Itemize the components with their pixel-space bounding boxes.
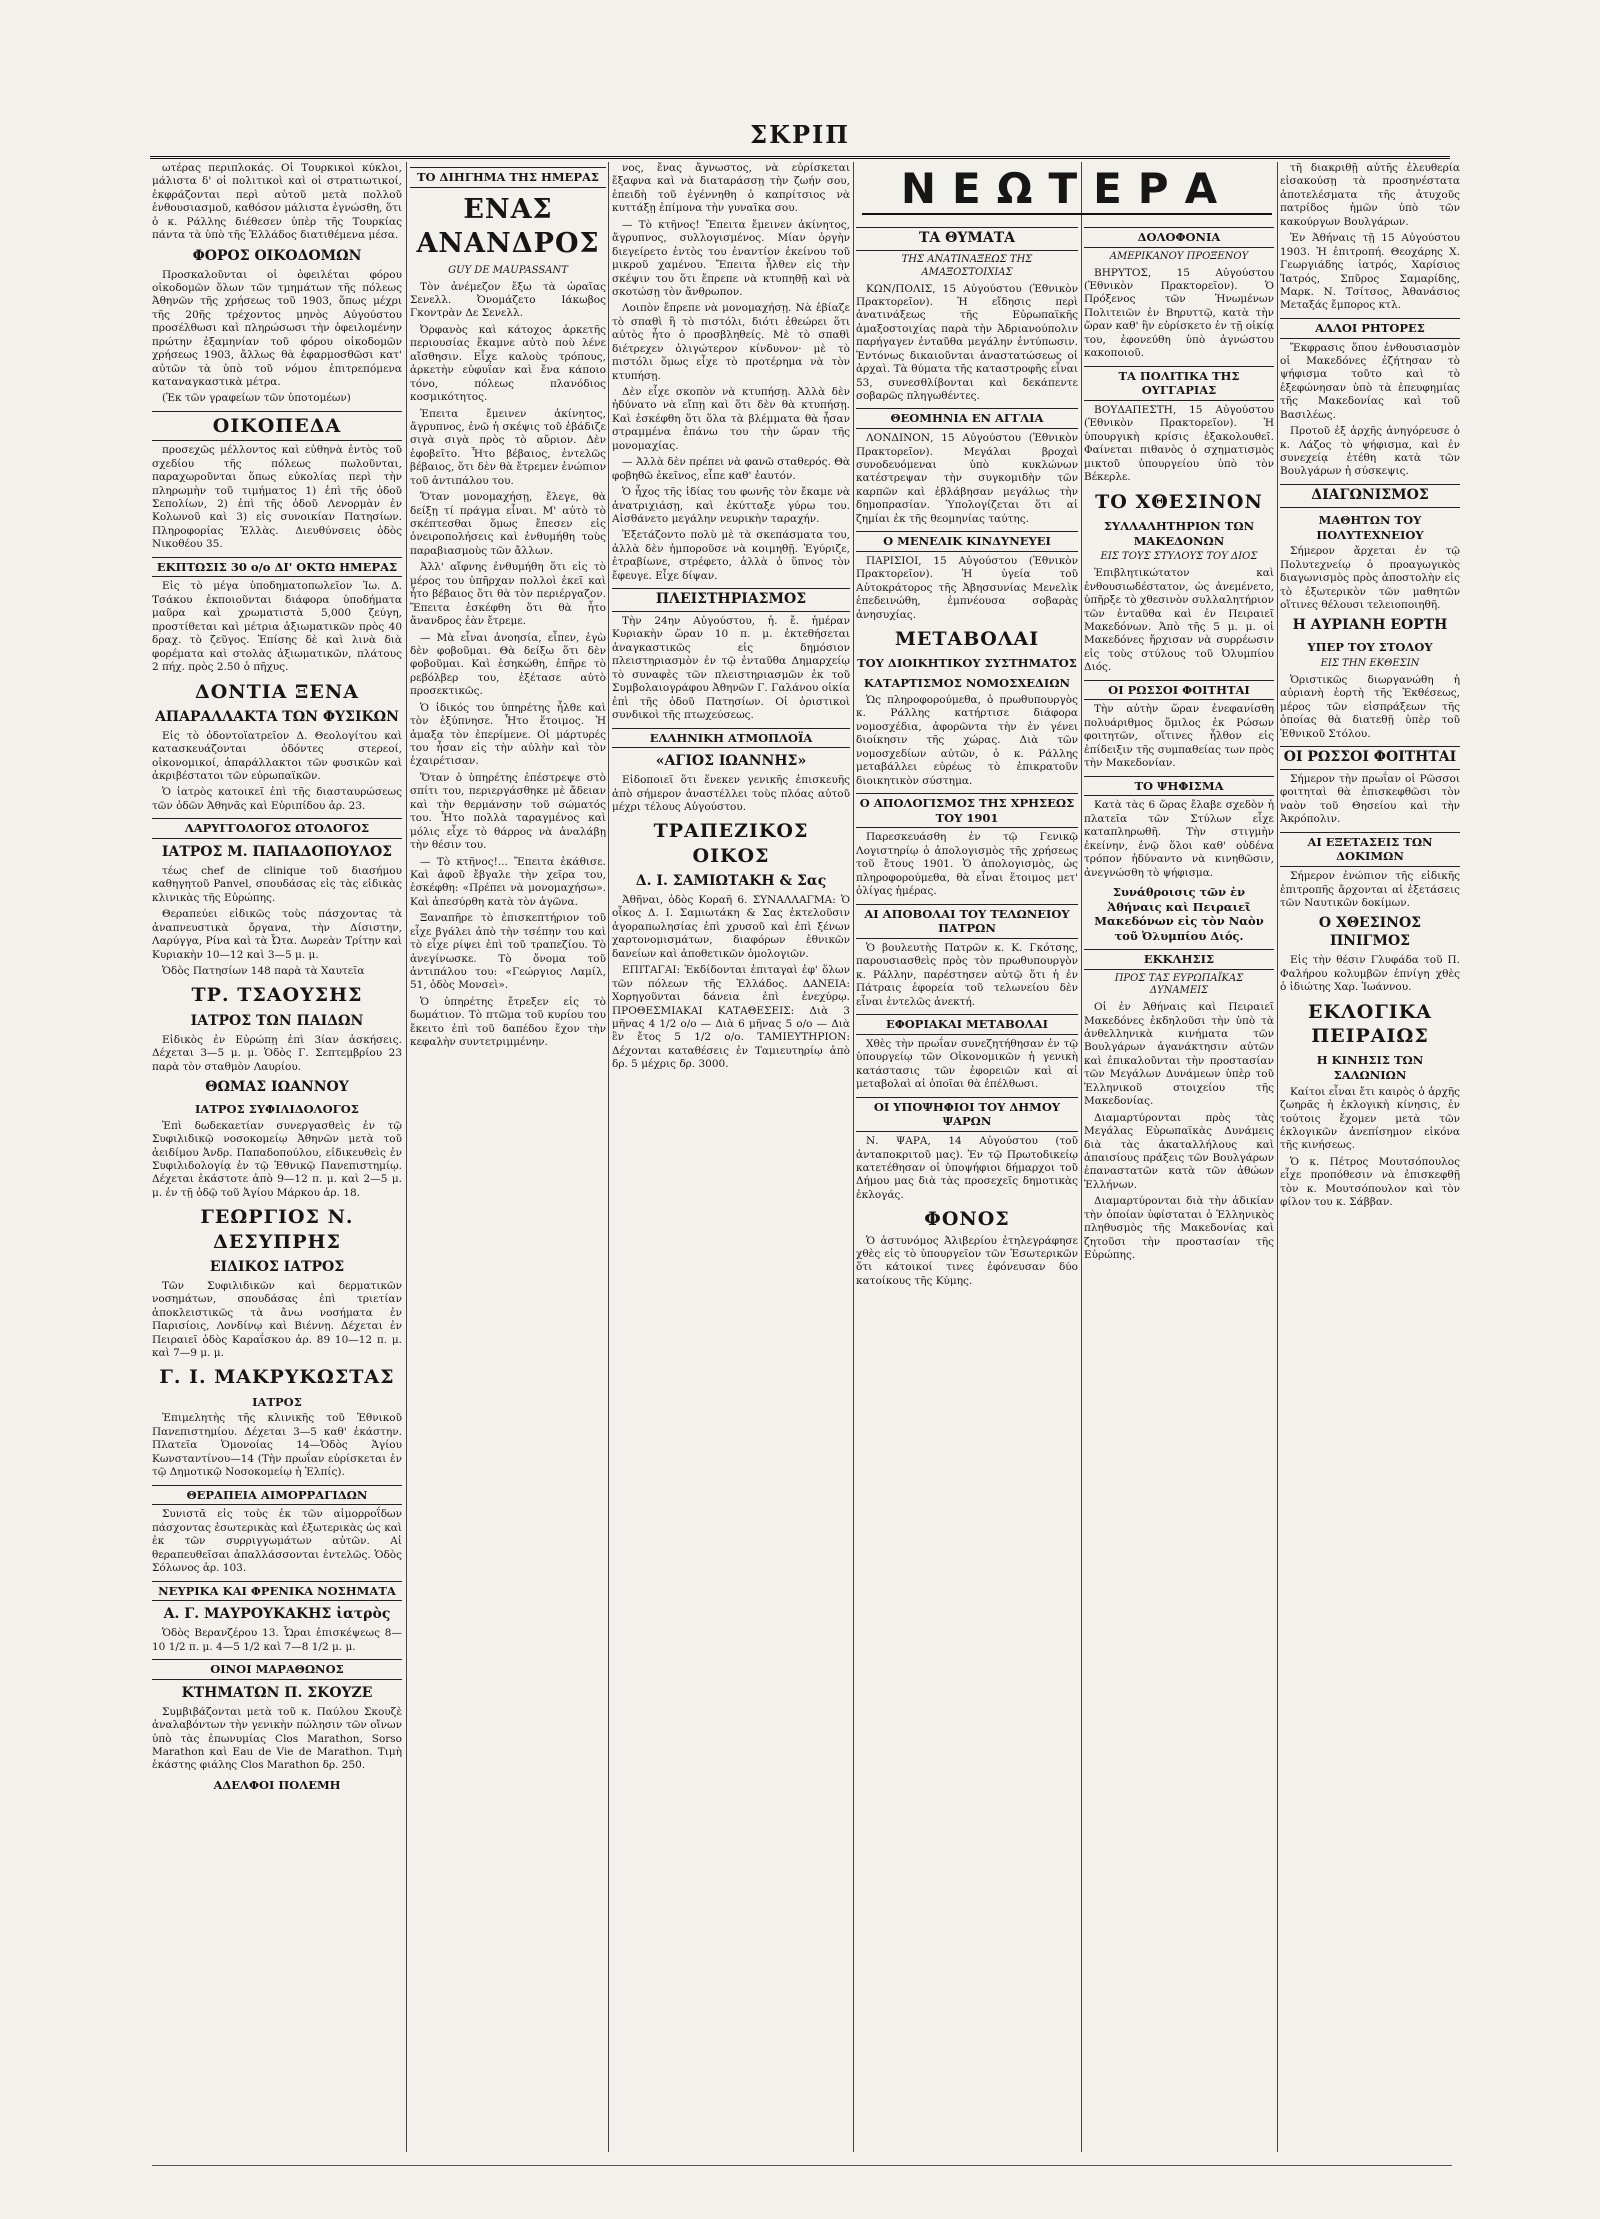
subheadline: GUY DE MAUPASSANT	[448, 264, 568, 276]
article-paragraph: Ἔκφρασις ὅπου ἐνθουσιασμὸν οἱ Μακεδόνες ἐζήτησαν τὸ ψήφισμα τοῦτο καὶ τὸ ἐξεφώνησαν ὑπὸ τὰ ἐπευφημίας τῆς Μακεδονίας καὶ τοῦ Βασιλέως.	[1280, 341, 1460, 421]
article-paragraph: ΛΟΝΔΙΝΟΝ, 15 Αὐγούστου (Ἐθνικὸν Πρακτορεῖον). Μεγάλαι βροχαὶ συνοδευόμεναι ὑπὸ κυκλώνων κατέστρεψαν τὴν συγκομιδὴν τῶν καρπῶν καὶ ἐβλάβησαν μεγάλως τὴν δημοπρασίαν. Ὑπολογίζεται ὅτι αἱ ζημίαι ἐκ τῆς θεομηνίας ταύτης.	[856, 432, 1078, 525]
headline: ΛΑΡΥΓΓΟΛΟΓΟΣ ΩΤΟΛΟΓΟΣ	[152, 818, 402, 839]
section-title-neotera: ΝΕΩΤΕΡΑ	[862, 164, 1272, 215]
headline: ΝΕΥΡΙΚΑ ΚΑΙ ΦΡΕΝΙΚΑ ΝΟΣΗΜΑΤΑ	[152, 1581, 402, 1602]
headline: Α. Γ. ΜΑΥΡΟΥΚΑΚΗΣ ἰατρὸς	[163, 1606, 391, 1623]
article-paragraph: Τὴν 24ην Αὐγούστου, ἡ. ἔ. ἡμέραν Κυριακὴν ὥραν 10 π. μ. ἐκτεθήσεται ἀναγκαστικῶς εἰς δημόσιον πλειστηριασμὸν ἐν τῷ ἐνταῦθα Δημαρχείῳ τὸ συναφὲς τῶν πλειστηριασμῶν ἐκ τοῦ Συμβολαιογράφου Ἀθηνῶν Γ. Γαλάνου οἰκία ἐπὶ τῆς ὁδοῦ Πατησίων. Οἱ ὁριστικοὶ συνδικοὶ τῆς πτωχεύσεως.	[612, 615, 850, 722]
article-paragraph: Ξαναπῆρε τὸ ἐπισκεπτήριον τοῦ εἶχε βγάλει ἀπὸ τὴν τσέπην του καὶ τὸ εἶχε ρίψει ἐπὶ τοῦ τραπεζίου. Τὸ ἀνεγίνωσκε. Τὸ ὄνομα τοῦ ἀντιπάλου του: «Γεώργιος Λαμίλ, 51, ὁδὸς Μονσεὶ».	[410, 912, 606, 992]
article-paragraph: Ὁ ἀστυνόμος Ἀλιβερίου ἐτηλεγράφησε χθὲς εἰς τὸ ὑπουργεῖον τῶν Ἐσωτερικῶν ὅτι κάτοικοί τινες ἐφόνευσαν δύο κατοίκους τῆς Κύμης.	[856, 1234, 1078, 1287]
article-paragraph: Συνιστᾶ εἰς τοὺς ἐκ τῶν αἱμορροΐδων πάσχοντας ἐσωτερικὰς καὶ ἐξωτερικὰς ὡς καὶ ἐκ τῶν συρριγγωμάτων αὐτῶν. Αἱ θεραπευθεῖσαι ἀπαλλάσσονται ἐντελῶς. Ὁδὸς Σόλωνος ἀρ. 103.	[152, 1508, 402, 1575]
article-paragraph: — Τὸ κτῆνος!... Ἔπειτα ἐκάθισε. Καὶ ἀφοῦ ἔβγαλε τὴν χεῖρα του, ἐσκέφθη: «Πρέπει νὰ μονομαχήσω». Καὶ ἀπεσύρθη κατὰ τὸν ἀγῶνα.	[410, 855, 606, 908]
article-paragraph: τέως chef de clinique τοῦ διασήμου καθηγητοῦ Panvel, σπουδάσας εἰς τὰς εἰδικὰς κλινικὰς τῆς Εὐρώπης.	[152, 864, 402, 904]
article-paragraph: Διαμαρτύρονται διὰ τὴν ἀδικίαν τὴν ὁποίαν ὑφίσταται ὁ Ἑλληνικὸς πληθυσμὸς τῆς Μακεδονίας καὶ ζητοῦσι τὴν προστασίαν τῆς Εὐρώπης.	[1084, 1195, 1274, 1261]
article-paragraph: Θεραπεύει εἰδικῶς τοὺς πάσχοντας τὰ ἀναπνευστικὰ ὄργανα, τὴν Δίσιστην, Λαρύγγα, Ρίνα καὶ τὰ Ὦτα. Δωρεὰν Τρίτην καὶ Κυριακὴν 10—12 καὶ 3—5 μ. μ.	[152, 908, 402, 961]
column-3	[612, 162, 850, 2157]
headline: ΤΑ ΠΟΛΙΤΙΚΑ ΤΗΣ ΟΥΓΓΑΡΙΑΣ	[1084, 366, 1274, 401]
article-paragraph: Ὁ ἰδικός του ὑπηρέτης ἦλθε καὶ τὸν ἐξύπνησε. Ἦτο ἕτοιμος. Ἡ ἁμαξα τὸν ἐπερίμενε. Οἱ μάρτυρές του ἦσαν εἰς τὴν αὐλὴν καὶ τὸν ἐχαιρέτισαν.	[410, 701, 606, 768]
article-paragraph: Ὁριστικῶς διωργανώθη ἡ αὐριανὴ ἑορτὴ τῆς Ἐκθέσεως, μέρος τῶν εἰσπράξεων τῆς ὁποίας θὰ διατεθῇ ὑπὲρ τοῦ Ἐθνικοῦ Στόλου.	[1280, 673, 1460, 740]
headline: ΟΙΝΟΙ ΜΑΡΑΘΩΝΟΣ	[152, 1659, 402, 1680]
article-paragraph: Εἰς τὸ ὀδοντοϊατρεῖον Δ. Θεολογίτου καὶ κατασκευάζονται ὀδόντες στερεοί, οἰκονομικοί, ἀπαράλλακτοι τῶν φυσικῶν καὶ ἀκριβέστατοι τῶν εὐρωπαϊκῶν.	[152, 729, 402, 783]
headline: ΠΛΕΙΣΤΗΡΙΑΣΜΟΣ	[612, 588, 850, 612]
article-paragraph: — Ἀλλὰ δὲν πρέπει νὰ φανῶ σταθερός. Θὰ φοβηθῶ ἐκεῖνος, εἶπε καθ' ἑαυτόν.	[612, 456, 850, 482]
headline: ΙΑΤΡΟΣ Μ. ΠΑΠΑΔΟΠΟΥΛΟΣ	[161, 844, 393, 861]
headline: ΦΟΝΟΣ	[924, 1208, 1010, 1231]
headline: ΣΥΛΛΑΛΗΤΗΡΙΟΝ ΤΩΝ ΜΑΚΕΔΟΝΩΝ	[1103, 518, 1255, 548]
headline: Η ΑΥΡΙΑΝΗ ΕΟΡΤΗ	[1292, 617, 1448, 634]
headline: ΤΑ ΘΥΜΑΤΑ	[856, 227, 1078, 251]
headline: ΥΠΕΡ ΤΟΥ ΣΤΟΛΟΥ	[1307, 640, 1433, 655]
newspaper-name: ΣΚΡΙΠ	[750, 120, 850, 149]
headline: ΟΙ ΡΩΣΣΟΙ ΦΟΙΤΗΤΑΙ	[1280, 746, 1460, 770]
headline: ΙΑΤΡΟΣ ΣΥΦΙΛΙΔΟΛΟΓΟΣ	[195, 1101, 359, 1116]
column-2	[410, 162, 606, 2157]
article-paragraph: ΚΩΝ/ΠΟΛΙΣ, 15 Αὐγούστου (Ἐθνικὸν Πρακτορεῖον). Ἡ εἴδησις περὶ ἀνατινάξεως τῆς Εὐρωπαϊκῆς ἀμαξοστοιχίας παρὰ τὴν Ἀδριανούπολιν παρήγαγεν ἐνταῦθα μεγάλην ἐντύπωσιν. Ἐντόνως δικαιοῦνται ἀναστατώσεως οἱ ἀρχαὶ. Τὰ θύματα τῆς καταστροφῆς εἶναι 53, συνεσθλίβονται καὶ δεκάπεντε σοβαρῶς πληγωθέντες.	[856, 282, 1078, 402]
subheadline: ΤΗΣ ΑΝΑΤΙΝΑΞΕΩΣ ΤΗΣ ΑΜΑΞΟΣΤΟΙΧΙΑΣ	[901, 253, 1033, 278]
headline: ΑΙ ΕΞΕΤΑΣΕΙΣ ΤΩΝ ΔΟΚΙΜΩΝ	[1280, 832, 1460, 867]
article-paragraph: Ἐπειτα ἔμεινεν ἀκίνητος, ἄγρυπνος, ἐνῶ ἡ σκέψις τοῦ ἐβάδιζε σιγὰ σιγὰ πρὸς τὸ αὔριον. Δὲν ἐφοβεῖτο. Ἦτο βέβαιος, ἐντελῶς βέβαιος, ὅτι δὲν θὰ ἔτρεμεν ἐνώπιον τοῦ ἀντιπάλου του.	[410, 407, 606, 487]
headline: ΕΙΔΙΚΟΣ ΙΑΤΡΟΣ	[209, 1258, 345, 1275]
headline: Συνάθροισις τῶν ἐν Ἀθήναις καὶ Πειραιεῖ Μακεδόνων εἰς τὸν Ναὸν τοῦ Ὀλυμπίου Διός.	[1094, 884, 1264, 944]
subheadline: ΑΜΕΡΙΚΑΝΟΥ ΠΡΟΞΕΝΟΥ	[1109, 250, 1249, 262]
headline: Γ. Ι. ΜΑΚΡΥΚΩΣΤΑΣ	[159, 1366, 395, 1389]
headline: ΟΙΚΟΠΕΔΑ	[152, 411, 402, 441]
article-paragraph: ΒΟΥΔΑΠΕΣΤΗ, 15 Αὐγούστου (Ἐθνικὸν Πρακτορεῖον). Ἡ ὑπουργικὴ κρίσις ἐξακολουθεῖ. Φαίνεται πιθανὸς ὁ σχηματισμὸς μικτοῦ ὑπουργείου ὑπὸ τὸν Βέκερλε.	[1084, 404, 1274, 484]
headline: ΟΙ ΡΩΣΣΟΙ ΦΟΙΤΗΤΑΙ	[1084, 680, 1274, 701]
headline: ΑΙ ΑΠΟΒΟΛΑΙ ΤΟΥ ΤΕΛΩΝΕΙΟΥ ΠΑΤΡΩΝ	[856, 904, 1078, 939]
article-paragraph: Ὅταν μονομαχήσῃ, ἔλεγε, θὰ δείξῃ τί πράγμα εἶναι. Μ' αὐτὸ τὸ σκέπτεσθαι ὅμως ἔπεσεν εἰς ὀνειροπολήσεις καὶ ἐνθυμήθη τοὺς παραβιασμοὺς τῶν ἄλλων.	[410, 491, 606, 557]
headline: ΚΑΤΑΡΤΙΣΜΟΣ ΝΟΜΟΣΧΕΔΙΩΝ	[863, 676, 1071, 691]
headline: ΜΑΘΗΤΩΝ ΤΟΥ ΠΟΛΥΤΕΧΝΕΙΟΥ	[1316, 512, 1424, 542]
column-5	[1084, 222, 1274, 2157]
headline: Η ΚΙΝΗΣΙΣ ΤΩΝ ΣΑΛΩΝΙΩΝ	[1316, 1053, 1424, 1082]
article-paragraph: Ν. ΨΑΡΑ, 14 Αὐγούστου (τοῦ ἀνταποκριτοῦ μας). Ἐν τῷ Πρωτοδικείῳ κατετέθησαν οἱ ὑποψήφιοι δήμαρχοι τοῦ Δήμου μας διὰ τὰς προσεχεῖς δημοτικὰς ἐκλογάς.	[856, 1135, 1078, 1201]
article-paragraph: Ὁ ἦχος τῆς ἰδίας του φωνῆς τὸν ἔκαμε νὰ ἀνατριχιάσῃ, καὶ ἐκύτταξε γύρω του. Αἰσθάνετο μεγάλην νευρικὴν ταραχήν.	[612, 486, 850, 525]
article-paragraph: (Ἐκ τῶν γραφείων τῶν ὑποτομέων)	[162, 392, 351, 405]
article-paragraph: Τὸν ἀνέμεζον ἔξω τὰ ὡραῖας Σενελλ. Ὀνομάζετο Ιάκωβος Γκοντρὰν Δε Σενελλ.	[410, 280, 606, 320]
article-paragraph: ΕΠΙΤΑΓΑΙ: Ἐκδίδονται ἐπιταγαὶ ἐφ' ὅλων τῶν πόλεων τῆς Ἑλλάδος. ΔΑΝΕΙΑ: Χορηγοῦνται δάνεια ἐπὶ ἐνεχύρῳ. ΠΡΟΘΕΣΜΙΑΚΑΙ ΚΑΤΑΘΕΣΕΙΣ: Διὰ 3 μῆνας 4 1/2 ο/ο — Διὰ 6 μῆνας 5 ο/ο — Διὰ ἓν ἔτος 5 1/2 ο/ο. ΤΑΜΙΕΥΤΗΡΙΟΝ: Δέχονται καταθέσεις ἐν Ταμιευτηρίῳ ἀπὸ δρ. 5 μέχρις δρ. 3000.	[612, 964, 850, 1071]
article-paragraph: Σήμερον ἄρχεται ἐν τῷ Πολυτεχνείῳ ὁ προαγωγικὸς διαγωνισμὸς πρὸς ἀποστολὴν εἰς τὸ ἐξωτερικὸν τῶν μαθητῶν οἵτινες θέλουσι τελειοποιηθῆ.	[1280, 545, 1460, 611]
article-paragraph: Ὡς πληροφορούμεθα, ὁ πρωθυπουργὸς κ. Ράλλης κατήρτισε διάφορα νομοσχέδια, ἀφορῶντα τὴν ἐν γένει διοίκησιν τῆς χώρας. Διὰ τῶν νομοσχεδίων αὐτῶν, ὁ κ. Ράλλης μεταβάλλει εὐρέως τὸ ἐπικρατοῦν διοικητικὸν σύστημα.	[856, 693, 1078, 787]
article-paragraph: — Τὸ κτῆνος! Ἔπειτα ἔμεινεν ἀκίνητος, ἄγρυπνος, συλλογισμένος. Μίαν ὀργὴν διεγείρετο ἐντὸς του ἐναντίον ἐκείνου τοῦ μικροῦ χαμένου. Ἔπειτα ἦλθεν εἰς τὴν σκέψιν του ὅτι ἔπρεπε νὰ κτυπηθῇ καὶ νὰ σκοτώσῃ τὸν ἄνθρωπον.	[612, 218, 850, 298]
article-paragraph: Εἰς τὸ μέγα ὑποδηματοπωλεῖον Ἰω. Δ. Τσάκου ἐκποιοῦνται διάφορα ὑποδήματα μαῦρα καὶ χρωματιστὰ 5,000 ζεύγη, προστίθεται καὶ μέτρια ἀξιωματικῶν πρὸς 40 δραχ. τὸ ζεῦγος. Ἐπίσης δὲ καὶ λινὰ διὰ φορέματα καὶ στολὰς ἀξιωματικῶν, πλάτους 2 πήχ. πρὸς 2.50 ὁ πῆχυς.	[152, 580, 402, 674]
column-rule	[1277, 162, 1278, 2152]
headline: ΤΟ ΨΗΦΙΣΜΑ	[1084, 776, 1274, 797]
article-paragraph: ωτέρας περιπλοκάς. Οἱ Τουρκικοὶ κύκλοι, μάλιστα δ' οἱ πολιτικοὶ καὶ οἱ στρατιωτικοί, ἐκφράζονται περὶ αὐτοῦ μετὰ πολλοῦ ἐνθουσιασμοῦ, καθόσον μάλιστα ἐγνώσθη, ὅτι ὁ κ. Ράλλης διέθεσεν ὑπὲρ τῆς Τουρκίας πάντα τὰ ὑπὸ τῆς Ἑλλάδος διατιθέμενα μέσα.	[152, 162, 402, 242]
headline: ΕΛΛΗΝΙΚΗ ΑΤΜΟΠΛΟΪΑ	[612, 728, 850, 749]
article-paragraph: Συμβιβάζονται μετὰ τοῦ κ. Παύλου Σκουζὲ ἀναλαβόντων τὴν γενικὴν πώλησιν τῶν οἴνων ὑπὸ τὰς ἐπωνυμίας Clos Marathon, Sorso Marathon καὶ Eau de Vie de Marathon. Τιμὴ ἑκάστης φιάλης Clos Marathon δρ. 250.	[152, 1705, 402, 1772]
page-bottom-rule	[152, 2165, 1452, 2166]
article-paragraph: Τὴν αὐτὴν ὥραν ἐνεφανίσθη πολυάριθμος ὅμιλος ἐκ Ρώσων φοιτητῶν, οἵτινες ἦλθον εἰς ἐπίδειξιν τῆς συμπαθείας των πρὸς τὴν Μακεδονίαν.	[1084, 703, 1274, 770]
headline: ΘΩΜΑΣ ΙΩΑΝΝΟΥ	[205, 1079, 349, 1095]
article-paragraph: Διαμαρτύρονται πρὸς τὰς Μεγάλας Εὐρωπαϊκὰς Δυνάμεις διὰ τὰς ἀκαταλλήλους καὶ ἀπαισίους πράξεις τῶν Βουλγάρων ἐπαναστατῶν κατὰ τῶν ἀθώων Ἑλλήνων.	[1084, 1111, 1274, 1191]
headline: ΔΟΛΟΦΟΝΙΑ	[1084, 227, 1274, 248]
headline: Δ. Ι. ΣΑΜΙΩΤΑΚΗ & Σας	[635, 873, 827, 890]
article-paragraph: Προτοῦ ἐξ ἀρχῆς ἀνηγόρευσε ὁ κ. Λάζος τὸ ψήφισμα, καὶ ἐν συνεχείᾳ ἐτέθη κατὰ τῶν Βουλγάρων ἡ σύσκεψις.	[1280, 425, 1460, 478]
column-rule	[608, 162, 609, 2152]
column-rule	[406, 162, 407, 2152]
headline: ΘΕΡΑΠΕΙΑ ΑΙΜΟΡΡΑΓΙΔΩΝ	[152, 1485, 402, 1506]
article-paragraph: Εἰδοποιεῖ ὅτι ἕνεκεν γενικῆς ἐπισκευῆς ἀπὸ σήμερον ἀναστέλλει τοὺς πλόας αὐτοῦ μέχρι τέλους Αὐγούστου.	[612, 774, 850, 814]
article-paragraph: Χθὲς τὴν πρωΐαν συνεζητήθησαν ἐν τῷ ὑπουργείῳ τῶν Οἰκονομικῶν ἡ γενικὴ κατάστασις τῶν ἐφορειῶν καὶ αἱ μεταβολαὶ αἱ ὁποῖαι θὰ ἐπέλθωσι.	[856, 1037, 1078, 1091]
article-paragraph: Οἱ ἐν Ἀθήναις καὶ Πειραιεῖ Μακεδόνες ἐκδηλοῦσι τὴν ὑπὸ τὰ ἀνθελληνικὰ κινήματα τῶν Βουλγάρων ἀγανάκτησιν αὐτῶν καὶ ἐπικαλοῦνται τὴν προστασίαν τῶν Μεγάλων Δυνάμεων ὑπὲρ τοῦ Ἑλληνικοῦ στοιχείου τῆς Μακεδονίας.	[1084, 1001, 1274, 1108]
article-paragraph: — Μὰ εἶναι ἀνοησία, εἶπεν, ἐγὼ δὲν φοβοῦμαι. Θὰ δείξω ὅτι δὲν φοβοῦμαι. Καὶ ἐσηκώθη, ἐπῆρε τὸ ρεβόλβερ του, ἐξέτασε αὐτὸ προσεκτικῶς.	[410, 631, 606, 698]
headline: ΤΡ. ΤΣΑΟΥΣΗΣ	[191, 984, 363, 1007]
article-paragraph: Παρεσκευάσθη ἐν τῷ Γενικῷ Λογιστηρίῳ ὁ ἀπολογισμὸς τῆς χρήσεως τοῦ ἔτους 1901. Ὁ ἀπολογισμὸς, ὡς πληροφορούμεθα, θὰ εἶναι ἕτοιμος μετ' ὀλίγας ἡμέρας.	[856, 831, 1078, 898]
headline: ΕΚΠΤΩΣΙΣ 30 ο/ο ΔΙ' ΟΚΤΩ ΗΜΕΡΑΣ	[152, 557, 402, 578]
article-paragraph: Ἀλλ' αἴφνης ἐνθυμήθη ὅτι εἰς τὸ μέρος του ὑπῆρχαν πολλοὶ ἐκεῖ καὶ ἦτο βέβαιος ὅτι θὰ τὸν περιέργαζον. Ἔπειτα ἐσκέφθη ὅτι θὰ ἦτο ἄνανδρος ἐὰν ἔτρεμε.	[410, 561, 606, 628]
article-paragraph: Ἐπιμελητὴς τῆς κλινικῆς τοῦ Ἐθνικοῦ Πανεπιστημίου. Δέχεται 3—5 καθ' ἑκάστην. Πλατεῖα Ὁμονοίας 14—Ὁδὸς Ἁγίου Κωνσταντίνου—14 (Τὴν πρωΐαν εὑρίσκεται ἐν τῷ Δημοτικῷ Νοσοκομείῳ ἡ Ἐλπίς).	[152, 1412, 402, 1479]
headline: ΙΑΤΡΟΣ ΤΩΝ ΠΑΙΔΩΝ	[190, 1012, 364, 1029]
article-paragraph: Ὁδὸς Βερανζέρου 13. Ὧραι ἐπισκέψεως 8—10 1/2 π. μ. 4—5 1/2 καὶ 7—8 1/2 μ. μ.	[152, 1627, 402, 1653]
headline: Ο ΑΠΟΛΟΓΙΣΜΟΣ ΤΗΣ ΧΡΗΣΕΩΣ ΤΟΥ 1901	[856, 793, 1078, 828]
article-paragraph: Δὲν εἶχε σκοπὸν νὰ κτυπήσῃ. Ἀλλὰ δὲν ἠδύνατο νὰ εἴπῃ καὶ ὅτι δὲν θὰ κτυπήσῃ. Καὶ ἐσκέφθη ὅτι ὅλα τὰ βλέμματα θὰ ἦσαν στραμμένα ἐπάνω του τὴν ὥραν τῆς μονομαχίας.	[612, 386, 850, 452]
column-rule	[1081, 162, 1082, 2152]
article-paragraph: νος, ἔνας ἄγνωστος, νὰ εὐρίσκεται ἔξαφνα καὶ νὰ διαταράσσῃ τὴν ζωήν σου, ἐπειδὴ τοῦ ἐγέννηθη ὁ καπρίτσιος νὰ κυττάξῃ ἐπίμονα τὴν γυναῖκα σου.	[612, 162, 850, 215]
headline: ΜΕΤΑΒΟΛΑΙ	[894, 628, 1040, 651]
headline: ΤΟ ΧΘΕΣΙΝΟΝ	[1095, 490, 1263, 513]
article-paragraph: Ὁ κ. Πέτρος Μουτσόπουλος εἶχε προπόθεσιν νὰ ἐπισκεφθῇ τὸν κ. Μουτσόπουλον καὶ τὸν φίλον του κ. Σάββαν.	[1280, 1155, 1460, 1209]
headline: ΕΚΚΛΗΣΙΣ	[1084, 949, 1274, 970]
article-paragraph: Ἐξετάζοντο πολὺ μὲ τὰ σκεπάσματα του, ἀλλὰ δὲν ἠμποροῦσε νὰ κοιμηθῇ. Ἐγύριζε, ἐτραβίωνε, στρέφετο, ἀλλὰ ὁ ὕπνος τὸν ἔφευγε. Εἶχε δίψαν.	[612, 529, 850, 582]
article-paragraph: Σήμερον τὴν πρωΐαν οἱ Ρῶσσοι φοιτηταὶ θὰ ἐπισκεφθῶσι τὸν ναὸν τοῦ Θησείου καὶ τὴν Ἀκρόπολιν.	[1280, 772, 1460, 826]
article-paragraph: Ὅταν ὁ ὑπηρέτης ἐπέστρεψε στὸ σπίτι του, περιεργάσθηκε μὲ ἄδειαν καὶ τὴν θερμάνσην τοῦ σώματός του. Ἦτο πολλὰ ταραγμένος καὶ μόλις εἶχε τὸ θάρρος νὰ ἀναλάβῃ τὴν θέσιν του.	[410, 771, 606, 852]
article-paragraph: Λοιπὸν ἔπρεπε νὰ μονομαχήσῃ. Νὰ ἐβίαζε τὸ σπαθὶ ἢ τὸ πιστόλι, διότι ἐθεώρει ὅτι αὐτὸς ἦτο ὁ προσβληθείς. Μὲ τὸ σπαθὶ διέτρεχεν ὀλιγώτερον κίνδυνον· μὲ τὸ πιστόλι ὅμως εἶχε τὸ προτέρημα νὰ τὸν κτυπήσῃ.	[612, 302, 850, 382]
article-paragraph: Ἐπιβλητικώτατον καὶ ἐνθουσιωδέστατον, ὡς ἀνεμένετο, ὑπῆρξε τὸ χθεσινὸν συλλαλητήριον τῶν ἐνταῦθα καὶ ἐν Πειραιεῖ Μακεδόνων. Ἀπὸ τῆς 5 μ. μ. οἱ Μακεδόνες ἤρχισαν νὰ συρρέωσιν εἰς τοὺς στύλους τοῦ Ὀλυμπίου Διός.	[1084, 567, 1274, 674]
headline: ΘΕΟΜΗΝΙΑ ΕΝ ΑΓΓΛΙΑ	[856, 408, 1078, 429]
article-paragraph: Ὁ βουλευτὴς Πατρῶν κ. Κ. Γκότσης, παρουσιασθεὶς πρὸς τὸν πρωθυπουργὸν κ. Ράλλην, παρέστησεν αὐτῷ ὅτι ἡ ἐν Πάτραις ἐφορεία τοῦ τελωνείου δὲν εἶναι ἐντελῶς ἀνεκτή.	[856, 942, 1078, 1008]
headline: ΕΝΑΣ ΑΝΑΝΔΡΟΣ	[416, 193, 600, 260]
headline: ΑΔΕΛΦΟΙ ΠΟΛΕΜΗ	[213, 1777, 341, 1792]
article-paragraph: Κατὰ τὰς 6 ὥρας ἔλαβε σχεδὸν ἡ πλατεῖα τῶν Στύλων εἶχε καταπληρωθῆ. Τὴν στιγμὴν ἐκείνην, ἐνῷ ὅλοι καθ' οὐδένα τρόπον ἠδύναντο νὰ κινηθῶσιν, ἀνεγνώσθη τὸ ψήφισμα.	[1084, 799, 1274, 879]
article-paragraph: ΒΗΡΥΤΟΣ, 15 Αὐγούστου (Ἐθνικὸν Πρακτορεῖον). Ὁ Πρόξενος τῶν Ἡνωμένων Πολιτειῶν ἐν Βηρυττῷ, κατὰ τὴν ὥραν καθ' ἣν εὑρίσκετο ἐν τῇ οἰκίᾳ του, ἐφονεύθη ὑπὸ ἀγνώστου κακοποιοῦ.	[1084, 266, 1274, 360]
article-paragraph: Ὁδὸς Πατησίων 148 παρὰ τὰ Χαυτεῖα	[162, 965, 365, 978]
article-paragraph: προσεχῶς μέλλοντος καὶ εὐθηνὰ ἐντὸς τοῦ σχεδίου τῆς πόλεως πωλοῦνται, παραχωροῦνται ὅπως εὐκολίας περὶ τὴν πληρωμὴν τοῦ τιμήματος 1) ἐπὶ τῆς ὁδοῦ Σεπολίων, 2) ἐπὶ τῆς ὁδοῦ Λενορμὰν ἐν Κολωνοῦ καὶ 3) εἰς συνοικίαν Πατησίων. Πληροφορίας Ἑλλὰς. Διευθύνσεις ὁδὸς Νικοθέου 35.	[152, 444, 402, 551]
article-paragraph: Ὁ ἰατρὸς κατοικεῖ ἐπὶ τῆς διασταυρώσεως τῶν ὁδῶν Ἀθηνᾶς καὶ Εὐριπίδου ἀρ. 23.	[152, 786, 402, 812]
headline: ΟΙ ΥΠΟΨΗΦΙΟΙ ΤΟΥ ΔΗΜΟΥ ΨΑΡΩΝ	[856, 1097, 1078, 1132]
article-paragraph: Σήμερον ἐνώπιον τῆς εἰδικῆς ἐπιτροπῆς ἄρχονται αἱ ἐξετάσεις τῶν Ναυτικῶν δοκίμων.	[1280, 870, 1460, 910]
column-rule	[853, 162, 854, 2152]
subheadline: ΕΙΣ ΤΗΝ ΕΚΘΕΣΙΝ	[1320, 658, 1420, 670]
headline: ΓΕΩΡΓΙΟΣ Ν. ΔΕΣΥΠΡΗΣ	[200, 1206, 354, 1253]
headline: ΕΦΟΡΙΑΚΑΙ ΜΕΤΑΒΟΛΑΙ	[856, 1014, 1078, 1035]
column-6	[1280, 162, 1460, 2157]
column-1	[152, 162, 402, 2157]
article-paragraph: Εἰς τὴν θέσιν Γλυφάδα τοῦ Π. Φαλήρου κολυμβῶν ἐπνίγη χθὲς ὁ ἰδιώτης Χαρ. Ἰωάννου.	[1280, 954, 1460, 994]
headline: ΕΚΛΟΓΙΚΑ ΠΕΙΡΑΙΩΣ	[1308, 1000, 1432, 1047]
article-paragraph: Ἐν Ἀθήναις τῇ 15 Αὐγούστου 1903. Ἡ ἐπιτροπή. Θεοχάρης Χ. Γεωργιάδης ἰατρός, Χαρίσιος Ἰατρός, Σπῦρος Σαμαρίδης, Μαρκ. Ν. Τσίτσος, Ἀθανάσιος Μεταξάς ἔμπορος κτλ.	[1280, 232, 1460, 312]
subheadline: ΠΡΟΣ ΤΑΣ ΕΥΡΩΠΑΪΚΑΣ ΔΥΝΑΜΕΙΣ	[1114, 972, 1244, 997]
headline: ΑΠΑΡΑΛΛΑΚΤΑ ΤΩΝ ΦΥΣΙΚΩΝ	[155, 708, 399, 725]
headline: Ο ΧΘΕΣΙΝΟΣ ΠΝΙΓΜΟΣ	[1318, 915, 1422, 950]
article-paragraph: Ὁ ὑπηρέτης ἔτρεξεν εἰς τὸ δωμάτιον. Τὸ πτῶμα τοῦ κυρίου του ἔκειτο ἐπὶ τοῦ δαπέδου ἔχον τὴν κεφαλὴν συντετριμμένην.	[410, 995, 606, 1049]
article-paragraph: Τῶν Συφιλιδικῶν καὶ δερματικῶν νοσημάτων, σπουδάσας ἐπὶ τριετίαν ἀποκλειστικῶς τὰ ἄνω νοσήματα ἐν Παρισίοις, Λονδίνῳ καὶ Βιέννῃ. Δέχεται ἐν Πειραιεῖ ὁδὸς Καραΐσκου ἀρ. 89 10—12 π. μ. καὶ 7—9 μ. μ.	[152, 1279, 402, 1359]
headline: ΤΟ ΔΙΗΓΗΜΑ ΤΗΣ ΗΜΕΡΑΣ	[410, 167, 606, 188]
headline: ΦΟΡΟΣ ΟΙΚΟΔΟΜΩΝ	[192, 247, 362, 264]
headline: ΑΛΛΟΙ ΡΗΤΟΡΕΣ	[1280, 318, 1460, 339]
headline: ΤΡΑΠΕΖΙΚΟΣ ΟΙΚΟΣ	[653, 820, 809, 867]
article-paragraph: Καίτοι εἶναι ἔτι καιρὸς ὁ ἀρχῆς ζωηρᾶς ἡ ἐκλογικὴ κίνησις, ἐν τούτοις ἔχομεν μετὰ τῶν ἐκλογικῶν ἀνεπίσημον εἰκόνα τῆς κινήσεως.	[1280, 1085, 1460, 1152]
headline: ΚΤΗΜΑΤΩΝ Π. ΣΚΟΥΖΕ	[181, 1684, 373, 1701]
headline: ΔΟΝΤΙΑ ΞΕΝΑ	[194, 680, 359, 703]
masthead	[150, 118, 1450, 159]
article-paragraph: ΠΑΡΙΣΙΟΙ, 15 Αὐγούστου (Ἐθνικὸν Πρακτορεῖον). Ἡ ὑγεία τοῦ Αὐτοκράτορος τῆς Ἀβησσυνίας Μενελὶκ ἐπεδεινώθη, ἐμπνέουσα σοβαρὰς ἀνησυχίας.	[856, 554, 1078, 621]
article-paragraph: τῆ διακριθῇ αὐτῆς ἐλευθερία εἰσακούσῃ τὰ προσηνέστατα ἀποτελέσματα τῆς ἀτυχοῦς πατρίδος ἡμῶν ὑπὸ τῶν κακούργων Βουλγάρων.	[1280, 162, 1460, 228]
headline: ΙΑΤΡΟΣ	[252, 1394, 302, 1409]
article-paragraph: Ἀθῆναι, ὁδὸς Κοραῆ 6. ΣΥΝΑΛΛΑΓΜΑ: Ὁ οἶκος Δ. Ι. Σαμιωτάκη & Σας ἐκτελοῦσιν ἀγοραπωλησίας ἐπὶ χρυσοῦ καὶ ἐπὶ ξένων χαρτονομισμάτων, διαφόρων ἐθνικῶν δανείων καὶ ἀποθετικῶν ὁμολογιῶν.	[612, 894, 850, 960]
headline: Ο ΜΕΝΕΛΙΚ ΚΙΝΔΥΝΕΥΕΙ	[856, 531, 1078, 552]
headline: ΤΟΥ ΔΙΟΙΚΗΤΙΚΟΥ ΣΥΣΤΗΜΑΤΟΣ	[857, 656, 1077, 671]
article-paragraph: Προσκαλοῦνται οἱ ὀφειλέται φόρου οἰκοδομῶν ὅλων τῶν τμημάτων τῆς πόλεως Ἀθηνῶν τῆς χρήσεως τοῦ 1903, ὅπως μέχρι τῆς 20ῆς τρέχοντος μηνὸς Αὐγούστου προσέλθωσι καὶ πληρώσωσι τὴν ὀφειλομένην πρώτην ἑξαμηνίαν τοῦ φόρου οἰκοδομῶν χρήσεως 1903, ἄλλως θὰ ἐφαρμοσθῶσι κατ' αὐτῶν τὰ ὑπὸ τοῦ νόμου ἐπιτρεπόμενα καταναγκαστικὰ μέτρα.	[152, 268, 402, 389]
column-4	[856, 222, 1078, 2157]
headline: «ΑΓΙΟΣ ΙΩΑΝΝΗΣ»	[655, 753, 807, 770]
article-paragraph: Ὀρφανὸς καὶ κάτοχος ἀρκετῆς περιουσίας ἔκαμνε αὐτὸ ποὺ λένε αἴσθησιν. Εἶχε καλοὺς τρόπους, ἀρκετὴν εὐφυΐαν καὶ ἔνα κάποιο τόνο, πόλεως πλανόδιος κοσμικότητος.	[410, 323, 606, 404]
headline: ΔΙΑΓΩΝΙΣΜΟΣ	[1280, 484, 1460, 508]
article-paragraph: Εἰδικὸς ἐν Εὐρώπῃ ἐπὶ 3ίαν ἀσκήσεις. Δέχεται 3—5 μ. μ. Ὁδὸς Γ. Σεπτεμβρίου 23 παρὰ τὸν σταθμὸν Λαυρίου.	[152, 1033, 402, 1073]
subheadline: ΕΙΣ ΤΟΥΣ ΣΤΥΛΟΥΣ ΤΟΥ ΔΙΟΣ	[1100, 551, 1258, 563]
article-paragraph: Ἐπὶ δωδεκαετίαν συνεργασθεὶς ἐν τῷ Συφιλιδικῷ νοσοκομείῳ Ἀθηνῶν μετὰ τοῦ ἀειδίμου Ἀνδρ. Παπαδοπούλου, εἰδικευθεὶς ἐν Συφιλιδολογίᾳ ἐν τῷ Ἐθνικῷ Πανεπιστημίῳ. Δέχεται ἑκάστοτε ἀπὸ 9—12 π. μ. καὶ 2—5 μ. μ. ἐν τῇ ὁδῷ τοῦ Ἀγίου Μάρκου ἀρ. 18.	[152, 1119, 402, 1199]
